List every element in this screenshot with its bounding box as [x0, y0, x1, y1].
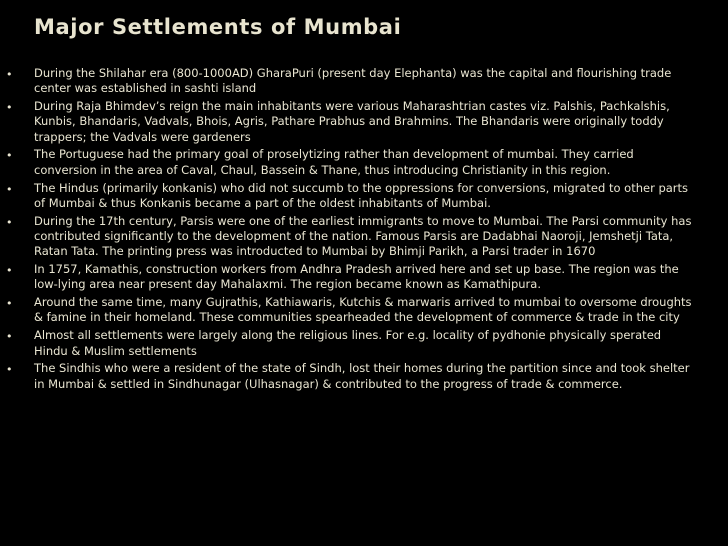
bullet-list	[0, 66, 728, 394]
bullet-text: The Hindus (primarily konkanis) who did not succumb to the oppressions for conversions, migrated to other parts of Mumbai & thus Konkanis became a part of the oldest inhabitants of Mumbai.	[34, 180, 689, 210]
bullet-text: Almost all settlements were largely along the religious lines. For e.g. locality of pydhonie physically sperated Hindu & Muslim settlements	[34, 328, 662, 358]
bullet-icon: •	[6, 215, 13, 229]
bullet-item	[0, 147, 728, 178]
bullet-icon: •	[6, 297, 13, 311]
bullet-icon: •	[6, 68, 13, 81]
bullet-text: Around the same time, many Gujrathis, Kathiawaris, Kutchis & marwaris arrived to mumbai to oversome droughts & famine in their homeland. These communities spearheaded the development of commerce & trade in the city	[34, 295, 692, 325]
bullet-item	[0, 99, 728, 145]
bullet-item	[0, 361, 728, 392]
bullet-text: During the 17th century, Parsis were one of the earliest immigrants to move to Mumbai. The Parsi community has contributed significantly to the development of the nation. Famous Parsis are Dadabhai Naoroji, Jemshetji Tata, Ratan Tata. The printing press was introducted to Mumbai by Bhimji Parikh, a Parsi trader in 1670	[34, 213, 692, 259]
bullet-icon: •	[6, 149, 13, 163]
bullet-icon: •	[6, 101, 13, 115]
bullet-item	[0, 181, 728, 212]
bullet-item	[0, 214, 728, 260]
bullet-text: In 1757, Kamathis, construction workers from Andhra Pradesh arrived here and set up base. The region was the low-lying area near present day Mahalaxmi. The region became known as Kamathipura.	[34, 262, 679, 292]
bullet-icon: •	[6, 182, 13, 196]
bullet-icon: •	[6, 363, 13, 377]
slide-title: Major Settlements of Mumbai	[34, 15, 402, 39]
bullet-text: The Sindhis who were a resident of the state of Sindh, lost their homes during the partition since and took shelter in Mumbai & settled in Sindhunagar (Ulhasnagar) & contributed to the progress of trade & commerce.	[34, 361, 690, 391]
bullet-icon: •	[6, 330, 13, 344]
bullet-item	[0, 328, 728, 359]
bullet-text: The Portuguese had the primary goal of proselytizing rather than development of mumbai. They carried conversion in the area of Caval, Chaul, Bassein & Thane, thus introducing Christianity in this region.	[34, 147, 634, 177]
bullet-item	[0, 66, 728, 97]
bullet-icon: •	[6, 264, 13, 278]
bullet-text: During the Shilahar era (800-1000AD) GharaPuri (present day Elephanta) was the capital and flourishing trade center was established in sashti island	[34, 66, 672, 96]
bullet-item	[0, 262, 728, 293]
bullet-text: During Raja Bhimdev’s reign the main inhabitants were various Maharashtrian castes viz. Palshis, Pachkalshis, Kunbis, Bhandaris, Vadvals, Bhois, Agris, Pathare Prabhus and Brahmins. The Bhandaris were originally toddy trappers; the Vadvals were gardeners	[34, 99, 670, 144]
bullet-item	[0, 295, 728, 326]
